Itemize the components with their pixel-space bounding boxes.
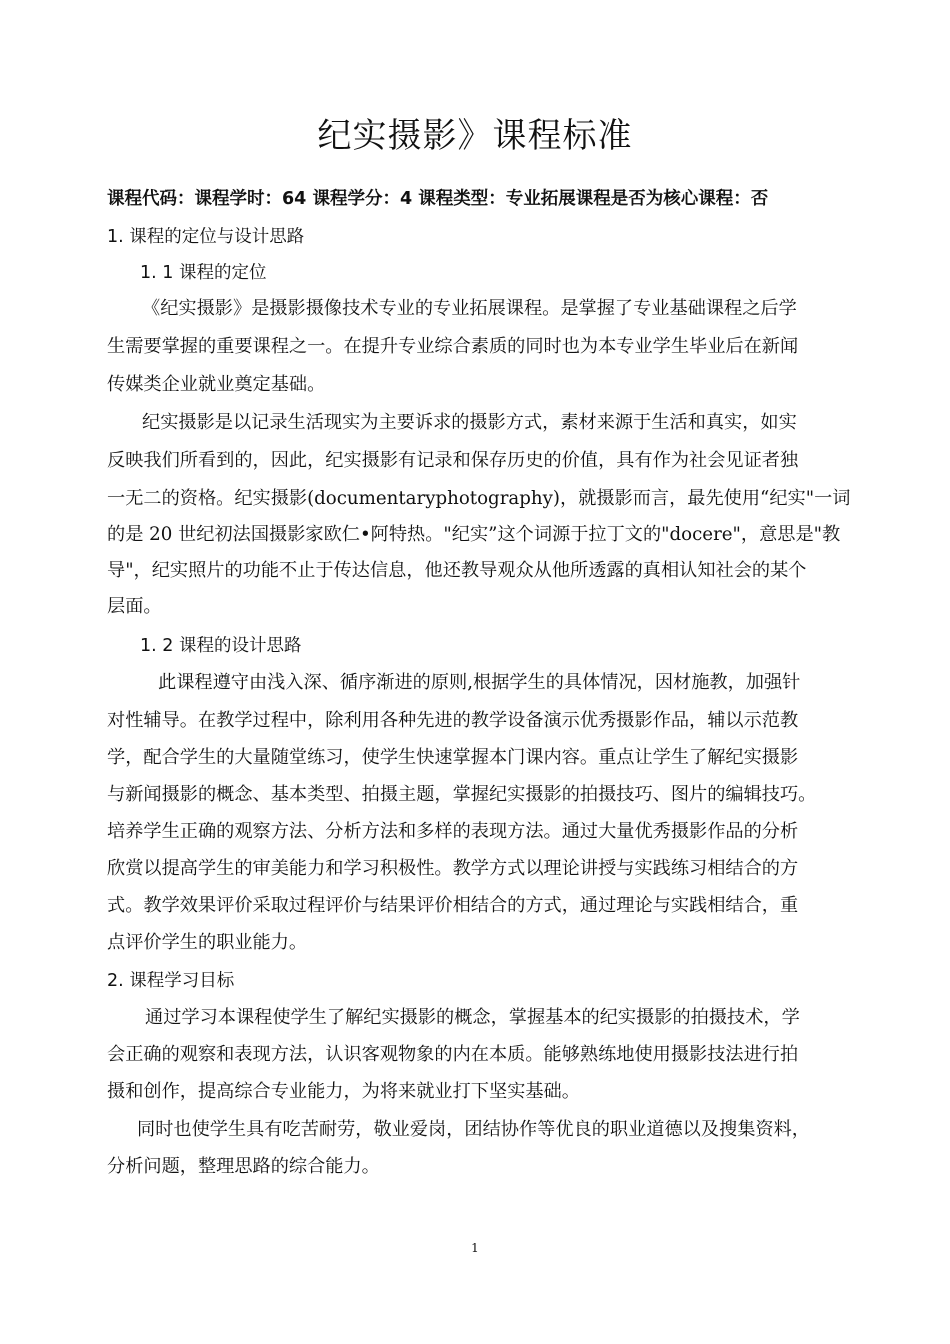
paragraph-line: 层面。 [107, 596, 162, 617]
paragraph-line: 导"，纪实照片的功能不止于传达信息，他还教导观众从他所透露的真相认知社会的某个 [107, 560, 807, 581]
document-title: 纪实摄影》课程标准 [317, 116, 633, 156]
section-1-1-heading: 1. 1 课程的定位 [140, 263, 267, 283]
paragraph-line: 的是 20 世纪初法国摄影家欧仁•阿特热。"纪实”这个词源于拉丁文的"docere"，意思是"教 [107, 524, 841, 545]
paragraph-line: 纪实摄影是以记录生活现实为主要诉求的摄影方式，素材来源于生活和真实，如实 [142, 412, 797, 433]
paragraph-line: 培养学生正确的观察方法、分析方法和多样的表现方法。通过大量优秀摄影作品的分析 [107, 821, 799, 842]
paragraph-line: 式。教学效果评价采取过程评价与结果评价相结合的方式，通过理论与实践相结合，重 [107, 895, 799, 916]
paragraph-line: 与新闻摄影的概念、基本类型、拍摄主题，掌握纪实摄影的拍摄技巧、图片的编辑技巧。 [107, 784, 817, 805]
section-1-heading: 1. 课程的定位与设计思路 [107, 227, 305, 247]
paragraph-line: 《纪实摄影》是摄影摄像技术专业的专业拓展课程。是掌握了专业基础课程之后学 [142, 298, 797, 319]
paragraph-line: 同时也使学生具有吃苦耐劳，敬业爱岗，团结协作等优良的职业道德以及搜集资料， [137, 1119, 810, 1140]
paragraph-line: 分析问题，整理思路的综合能力。 [107, 1156, 380, 1177]
course-meta-line: 课程代码：课程学时：64 课程学分：4 课程类型：专业拓展课程是否为核心课程：否 [107, 189, 769, 209]
paragraph-line: 学，配合学生的大量随堂练习，使学生快速掌握本门课内容。重点让学生了解纪实摄影 [107, 747, 799, 768]
paragraph-line: 摄和创作，提高综合专业能力，为将来就业打下坚实基础。 [107, 1081, 580, 1102]
paragraph-line: 点评价学生的职业能力。 [107, 932, 308, 953]
paragraph-line: 传媒类企业就业奠定基础。 [107, 374, 326, 395]
paragraph-line: 对性辅导。在教学过程中，除利用各种先进的教学设备演示优秀摄影作品，辅以示范教 [107, 710, 799, 731]
paragraph-line: 通过学习本课程使学生了解纪实摄影的概念，掌握基本的纪实摄影的拍摄技术，学 [145, 1007, 800, 1028]
page-number: 1 [471, 1241, 479, 1255]
paragraph-line: 生需要掌握的重要课程之一。在提升专业综合素质的同时也为本专业学生毕业后在新闻 [107, 336, 799, 357]
paragraph-line: 欣赏以提高学生的审美能力和学习积极性。教学方式以理论讲授与实践练习相结合的方 [107, 858, 799, 879]
paragraph-line: 会正确的观察和表现方法，认识客观物象的内在本质。能够熟练地使用摄影技法进行拍 [107, 1044, 799, 1065]
paragraph-line: 反映我们所看到的，因此，纪实摄影有记录和保存历史的价值，具有作为社会见证者独 [107, 450, 799, 471]
paragraph-line: 此课程遵守由浅入深、循序渐进的原则,根据学生的具体情况，因材施教，加强针 [158, 672, 801, 693]
paragraph-line: 一无二的资格。纪实摄影(documentaryphotography)，就摄影而言，最先使用“纪实"一词 [107, 488, 851, 509]
section-1-2-heading: 1. 2 课程的设计思路 [140, 636, 302, 656]
section-2-heading: 2. 课程学习目标 [107, 971, 235, 991]
